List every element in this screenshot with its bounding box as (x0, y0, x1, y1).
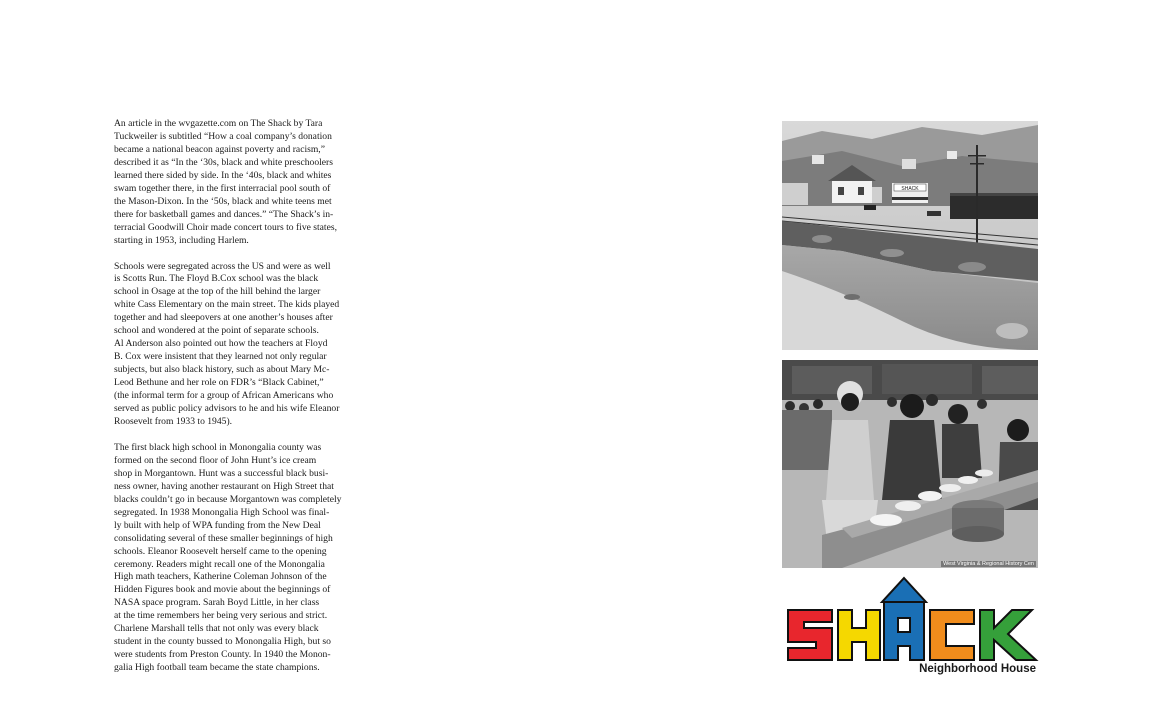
logo-letter-k (980, 610, 1036, 660)
text-line: An article in the wvgazette.com on The Shack by Tara (114, 118, 323, 129)
logo-letter-a (884, 602, 924, 660)
shack-logo-graphic (786, 574, 1040, 676)
text-line: were students from Preston County. In 1940 the Monon- (114, 649, 331, 661)
text-line: learned there sided by side. In the ‘40s, black and whites (114, 169, 332, 181)
text-line: became a national beacon against poverty and racism,” (114, 143, 325, 155)
photo-children-illustration (782, 360, 1038, 568)
text-line: is Scotts Run. The Floyd B.Cox school was the black (114, 273, 319, 285)
photo-town-illustration (782, 121, 1038, 350)
paragraph-1 (114, 118, 370, 248)
text-line: described it as “In the ‘30s, black and white preschoolers (114, 156, 333, 168)
text-line: school in Osage at the top of the hill behind the larger (114, 286, 321, 298)
logo-subtitle: Neighborhood House (919, 663, 1036, 675)
text-line: NASA space program. Sarah Boyd Little, in her class (114, 597, 320, 609)
text-line: ly built with help of WPA funding from the New Deal (114, 519, 321, 531)
text-line: student in the county bussed to Monongalia High, but so (114, 636, 331, 648)
text-line: schools. Eleanor Roosevelt herself came to the opening (114, 545, 327, 557)
photo-town-railroad (782, 121, 1038, 350)
paragraph-3 (114, 442, 370, 675)
text-line: B. Cox were insistent that they learned not only regular (114, 351, 327, 363)
paragraph-2 (114, 261, 370, 429)
logo-letter-h (838, 610, 880, 660)
text-line: shop in Morgantown. Hunt was a successful black busi- (114, 467, 329, 479)
text-line: ness owner, having another restaurant on High Street that (114, 480, 334, 492)
text-line: subjects, but also black history, such as about Mary Mc- (114, 364, 330, 376)
text-line: starting in 1953, including Harlem. (114, 234, 249, 246)
text-line: (the informal term for a group of African Americans who (114, 390, 334, 402)
text-line: Schools were segregated across the US and were as well (114, 260, 331, 272)
text-line: the Mason-Dixon. In the ‘50s, black and white teens met (114, 195, 332, 207)
text-line: school and wondered at the point of separate schools. (114, 325, 319, 337)
text-line: blacks couldn’t go in because Morgantown was completely (114, 493, 342, 505)
logo-letter-s (788, 610, 832, 660)
text-line: formed on the second floor of John Hunt’s ice cream (114, 454, 317, 466)
text-line: The first black high school in Monongalia county was (114, 441, 322, 453)
text-line: Charlene Marshall tells that not only was every black (114, 623, 319, 635)
shack-logo (786, 574, 1040, 676)
text-line: consolidating several of these smaller beginnings of high (114, 532, 333, 544)
text-line: Leod Bethune and her role on FDR’s “Black Cabinet,” (114, 377, 324, 389)
text-line: there for basketball games and dances.” “The Shack’s in- (114, 208, 334, 220)
text-line: Roosevelt from 1933 to 1945). (114, 415, 233, 427)
text-line: together and had sleepovers at one another’s houses after (114, 312, 333, 324)
logo-letter-c (930, 610, 974, 660)
text-line: Hidden Figures book and movie about the beginnings of (114, 584, 331, 596)
text-line: galia High football team became the state champions. (114, 662, 320, 674)
text-line: white Cass Elementary on the main street. The kids played (114, 299, 340, 311)
text-line: Tuckweiler is subtitled “How a coal company’s donation (114, 130, 332, 142)
text-line: High math teachers, Katherine Coleman Johnson of the (114, 571, 327, 583)
photo-credit: West Virginia & Regional History Cen (943, 561, 1034, 567)
text-line: ceremony. Readers might recall one of the Monongalia (114, 558, 325, 570)
text-line: segregated. In 1938 Monongalia High School was final- (114, 506, 330, 518)
photo-children-meal (782, 360, 1038, 568)
sign-text: SHACK (901, 186, 919, 192)
text-line: at the time remembers her being very serious and strict. (114, 610, 328, 622)
text-line: swam together there, in the first interracial pool south of (114, 182, 331, 194)
article-text (114, 118, 370, 688)
text-line: terracial Goodwill Choir made concert tours to five states, (114, 221, 337, 233)
text-line: served as public policy advisors to he and his wife Eleanor (114, 403, 340, 415)
text-line: Al Anderson also pointed out how the teachers at Floyd (114, 338, 328, 350)
